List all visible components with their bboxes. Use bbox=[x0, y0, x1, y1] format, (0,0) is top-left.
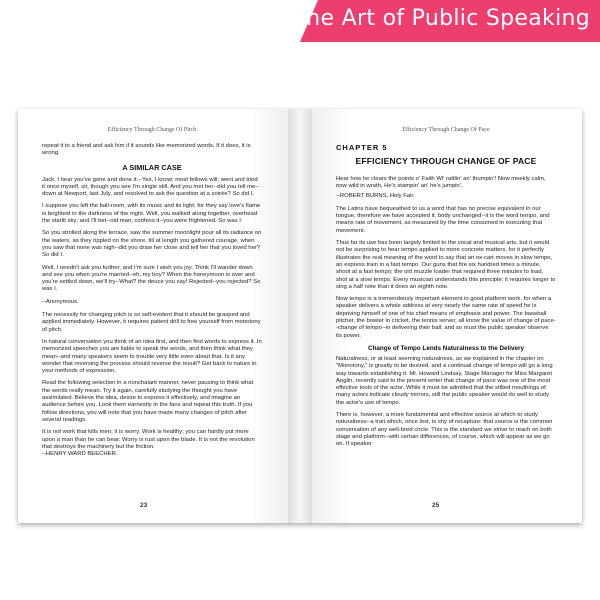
right-page-text bbox=[336, 143, 556, 449]
paragraph: Now tempo is a tremendously important element in good platform work, for when a speaker delivers a whole address at very nearly the same rate of speed he is depriving himself of one of his chief means of emphasis and power. The baseball pitcher, the bowler in cricket, the tennis server, all know the value of change of pace--change of tempo--in delivering their ball, and so must the public speaker observe its power. bbox=[336, 296, 556, 339]
paragraph: In natural conversation you think of an idea first, and then find words to express it. In memorized speeches you are liable to speak the words, and then think what they mean--and many speakers seem to trouble very little even about that. Is it any wonder that reversing the process should reverse the result? Get back to nature in your methods of expression. bbox=[42, 338, 262, 375]
paragraph: Jack, I hear you've gone and done it.--Yes, I know; most fellows will; went and tried it once myself, sir, though you see I'm single still. And you met her--did you tell me--down at Newport, last July, and resolved to ask the question at a soirée? So did I. bbox=[42, 176, 260, 198]
paragraph: The Latins have bequeathed to us a word that has no precise equivalent in our tongue, therefore we have accepted it, body unchanged--it is the word tempo, and means rate of movement, as measured by the time consumed in executing that movement. bbox=[336, 205, 550, 234]
paragraph: Well, I needn't ask you further, and I'm sure I wish you joy. Think I'll wander down and see you when you're married--eh, my boy? When the honeymoon is over and you're settled down, we'll try--What? the deuce you say! Rejected--you rejected? So was I. bbox=[42, 264, 261, 293]
paragraph: Naturalness, or at least seeming naturalness, as we explained in the chapter on "Monotony," is greatly to be desired, and a continual change of tempo will go a long way towards establishing it. Mr. Howard Lindsay, Stage Manager for Miss Margaret Anglin, recently said to the present writer that change of pace was one of the most effective tools of the actor. While it must be admitted that the stilted mouthings of many actors indicate cloudy mirrors, still the public speaker would do well to study the actor's use of tempo. bbox=[336, 355, 553, 406]
book-gutter bbox=[288, 109, 312, 523]
attribution: --Anonymous. bbox=[42, 298, 79, 305]
right-running-head: Efficiency Through Change Of Pace bbox=[402, 127, 490, 133]
chapter-title: EFFICIENCY THROUGH CHANGE OF PACE bbox=[355, 156, 537, 166]
paragraph: Read the following selection in a nonchalant manner, never pausing to think what the words really mean. Try it again, carefully studying the thought you have assimilated. Believe the idea, desire to express it effectively, and imagine an audience before you. Look them earnestly in the face and repeat this truth. If you follow directions, you will note that you have made many changes of pitch after several readings. bbox=[42, 380, 254, 423]
left-running-head: Efficiency Through Change Of Pitch bbox=[107, 127, 197, 133]
chapter-label: CHAPTER 5 bbox=[336, 143, 388, 152]
left-page bbox=[18, 109, 288, 523]
sub-heading: Change of Tempo Lends Naturalness to the Delivery bbox=[368, 344, 524, 352]
paragraph: Thus far its use has been largely limited to the vocal and musical arts, but it would not be surprising to hear tempo applied to more concrete matters, for it perfectly illustrates the real meaning of the word to say that an ox-cart moves in slow tempo, an express train in a fast tempo. Our guns that fire six hundred times a minute, shoot at a fast tempo; the old muzzle loader that required three minutes to load, shot at a slow tempo. Every musician understands this principle: it requires longer to sing a half note than it does an eighth note. bbox=[336, 240, 556, 290]
epigraph: Hear how he clears the points o' Faith Wi' rattlin' an' thumpin'! Now meekly calm, now wild in wrath, He's stampin' an' he's jumpin'. bbox=[336, 176, 546, 190]
paragraph: So you strolled along the terrace, saw the summer moonlight pour all its radiance on the waters, as they rippled on the shore, till at length you gathered courage, when you saw that none was nigh--did you draw her close and tell her that you loved her? So did I. bbox=[42, 230, 262, 259]
paragraph: There is, however, a more fundamental and effective source at which to study naturalness--a trait which, once lost, is shy of recapture: that source is the common conversation of any well-bred circle. This is the standard we strive to reach on both stage and platform--with certain differences, of course, which will appear as we go on. If speaker bbox=[336, 412, 553, 448]
right-page bbox=[312, 109, 582, 523]
page-number: 23 bbox=[140, 502, 148, 509]
paragraph: The necessity for changing pitch is so self-evident that it should be grasped and applied immediately. However, it requires patient drill to free yourself from monotony of pitch. bbox=[42, 312, 261, 333]
paragraph: I suppose you left the ball-room, with its music and its light; for they say love's flame is brightest in the darkness of the night. Well, you walked along together, overhead the starlit sky; and I'll bet--old man, confess it--you were frightened. So was I. bbox=[42, 203, 261, 225]
paragraph: repeat it to a friend and ask him if it sounds like memorized words. If it does, it is wrong. bbox=[42, 143, 251, 157]
epigraph-attribution: --ROBERT BURNS, Holy Fair. bbox=[336, 192, 415, 199]
book-spread bbox=[18, 109, 582, 523]
left-page-text bbox=[42, 143, 262, 458]
attribution: --HENRY WARD BEECHER. bbox=[42, 451, 118, 458]
banner-title: The Art of Public Speaking bbox=[292, 6, 590, 31]
paragraph: It is not work that kills men; it is worry. Work is healthy; you can hardly put more upon a man than he can bear. Worry is rust upon the blade. It is not the revolution that destroys the machinery but the friction. bbox=[42, 429, 255, 450]
page-number: 25 bbox=[432, 502, 440, 509]
section-heading: A SIMILAR CASE bbox=[122, 162, 182, 172]
